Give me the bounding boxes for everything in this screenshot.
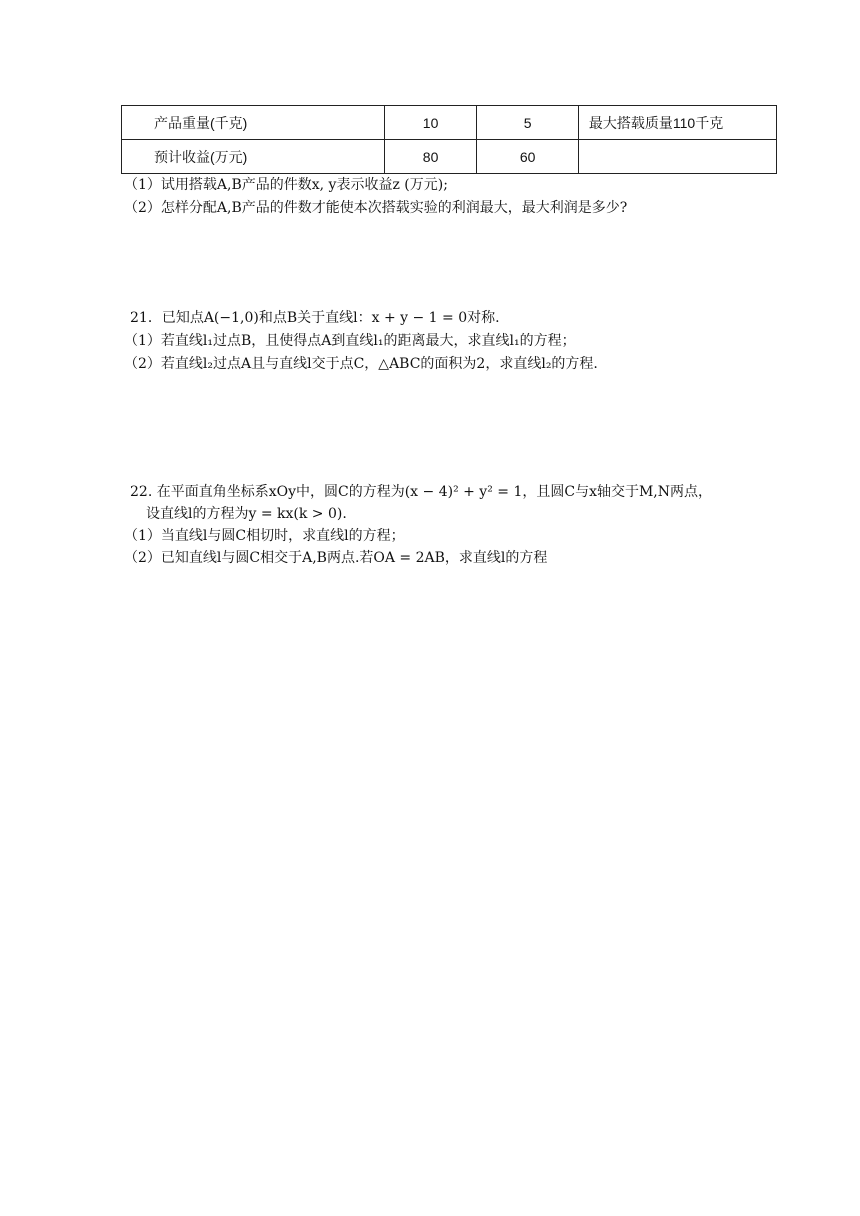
q22-stem: 22. 在平面直角坐标系xOy中，圆C的方程为(x − 4)² + y² = 1，且圆C与x轴交于M,N两点，	[130, 484, 713, 500]
table-row	[122, 106, 777, 140]
table-row	[122, 140, 777, 174]
product-table	[121, 105, 777, 174]
q22-part1: （1）当直线l与圆C相切时，求直线l的方程；	[124, 528, 405, 544]
q21-stem: 21．已知点A(−1,0)和点B关于直线l：x + y − 1 = 0对称.	[130, 310, 500, 326]
q20-part2: （2）怎样分配A,B产品的件数才能使本次搭载实验的利润最大，最大利润是多少?	[124, 200, 628, 216]
q22-part2: （2）已知直线l与圆C相交于A,B两点.若OA = 2AB，求直线l的方程	[124, 550, 548, 566]
table-cell: 产品重量(千克)	[122, 106, 385, 140]
table-cell: 60	[477, 140, 579, 174]
table-cell: 预计收益(万元)	[122, 140, 385, 174]
q22-stem-cont: 设直线l的方程为y = kx(k > 0).	[146, 506, 347, 522]
q20-part1: （1）试用搭载A,B产品的件数x, y表示收益z (万元);	[124, 177, 448, 193]
q21-part2: （2）若直线l₂过点A且与直线l交于点C，△ABC的面积为2，求直线l₂的方程.	[124, 356, 598, 372]
table-cell: 5	[477, 106, 579, 140]
q21-part1: （1）若直线l₁过点B，且使得点A到直线l₁的距离最大，求直线l₁的方程；	[124, 333, 576, 349]
table-cell: 80	[384, 140, 477, 174]
table-cell: 最大搭载质量110千克	[578, 106, 776, 140]
table-cell	[578, 140, 776, 174]
table-cell: 10	[384, 106, 477, 140]
